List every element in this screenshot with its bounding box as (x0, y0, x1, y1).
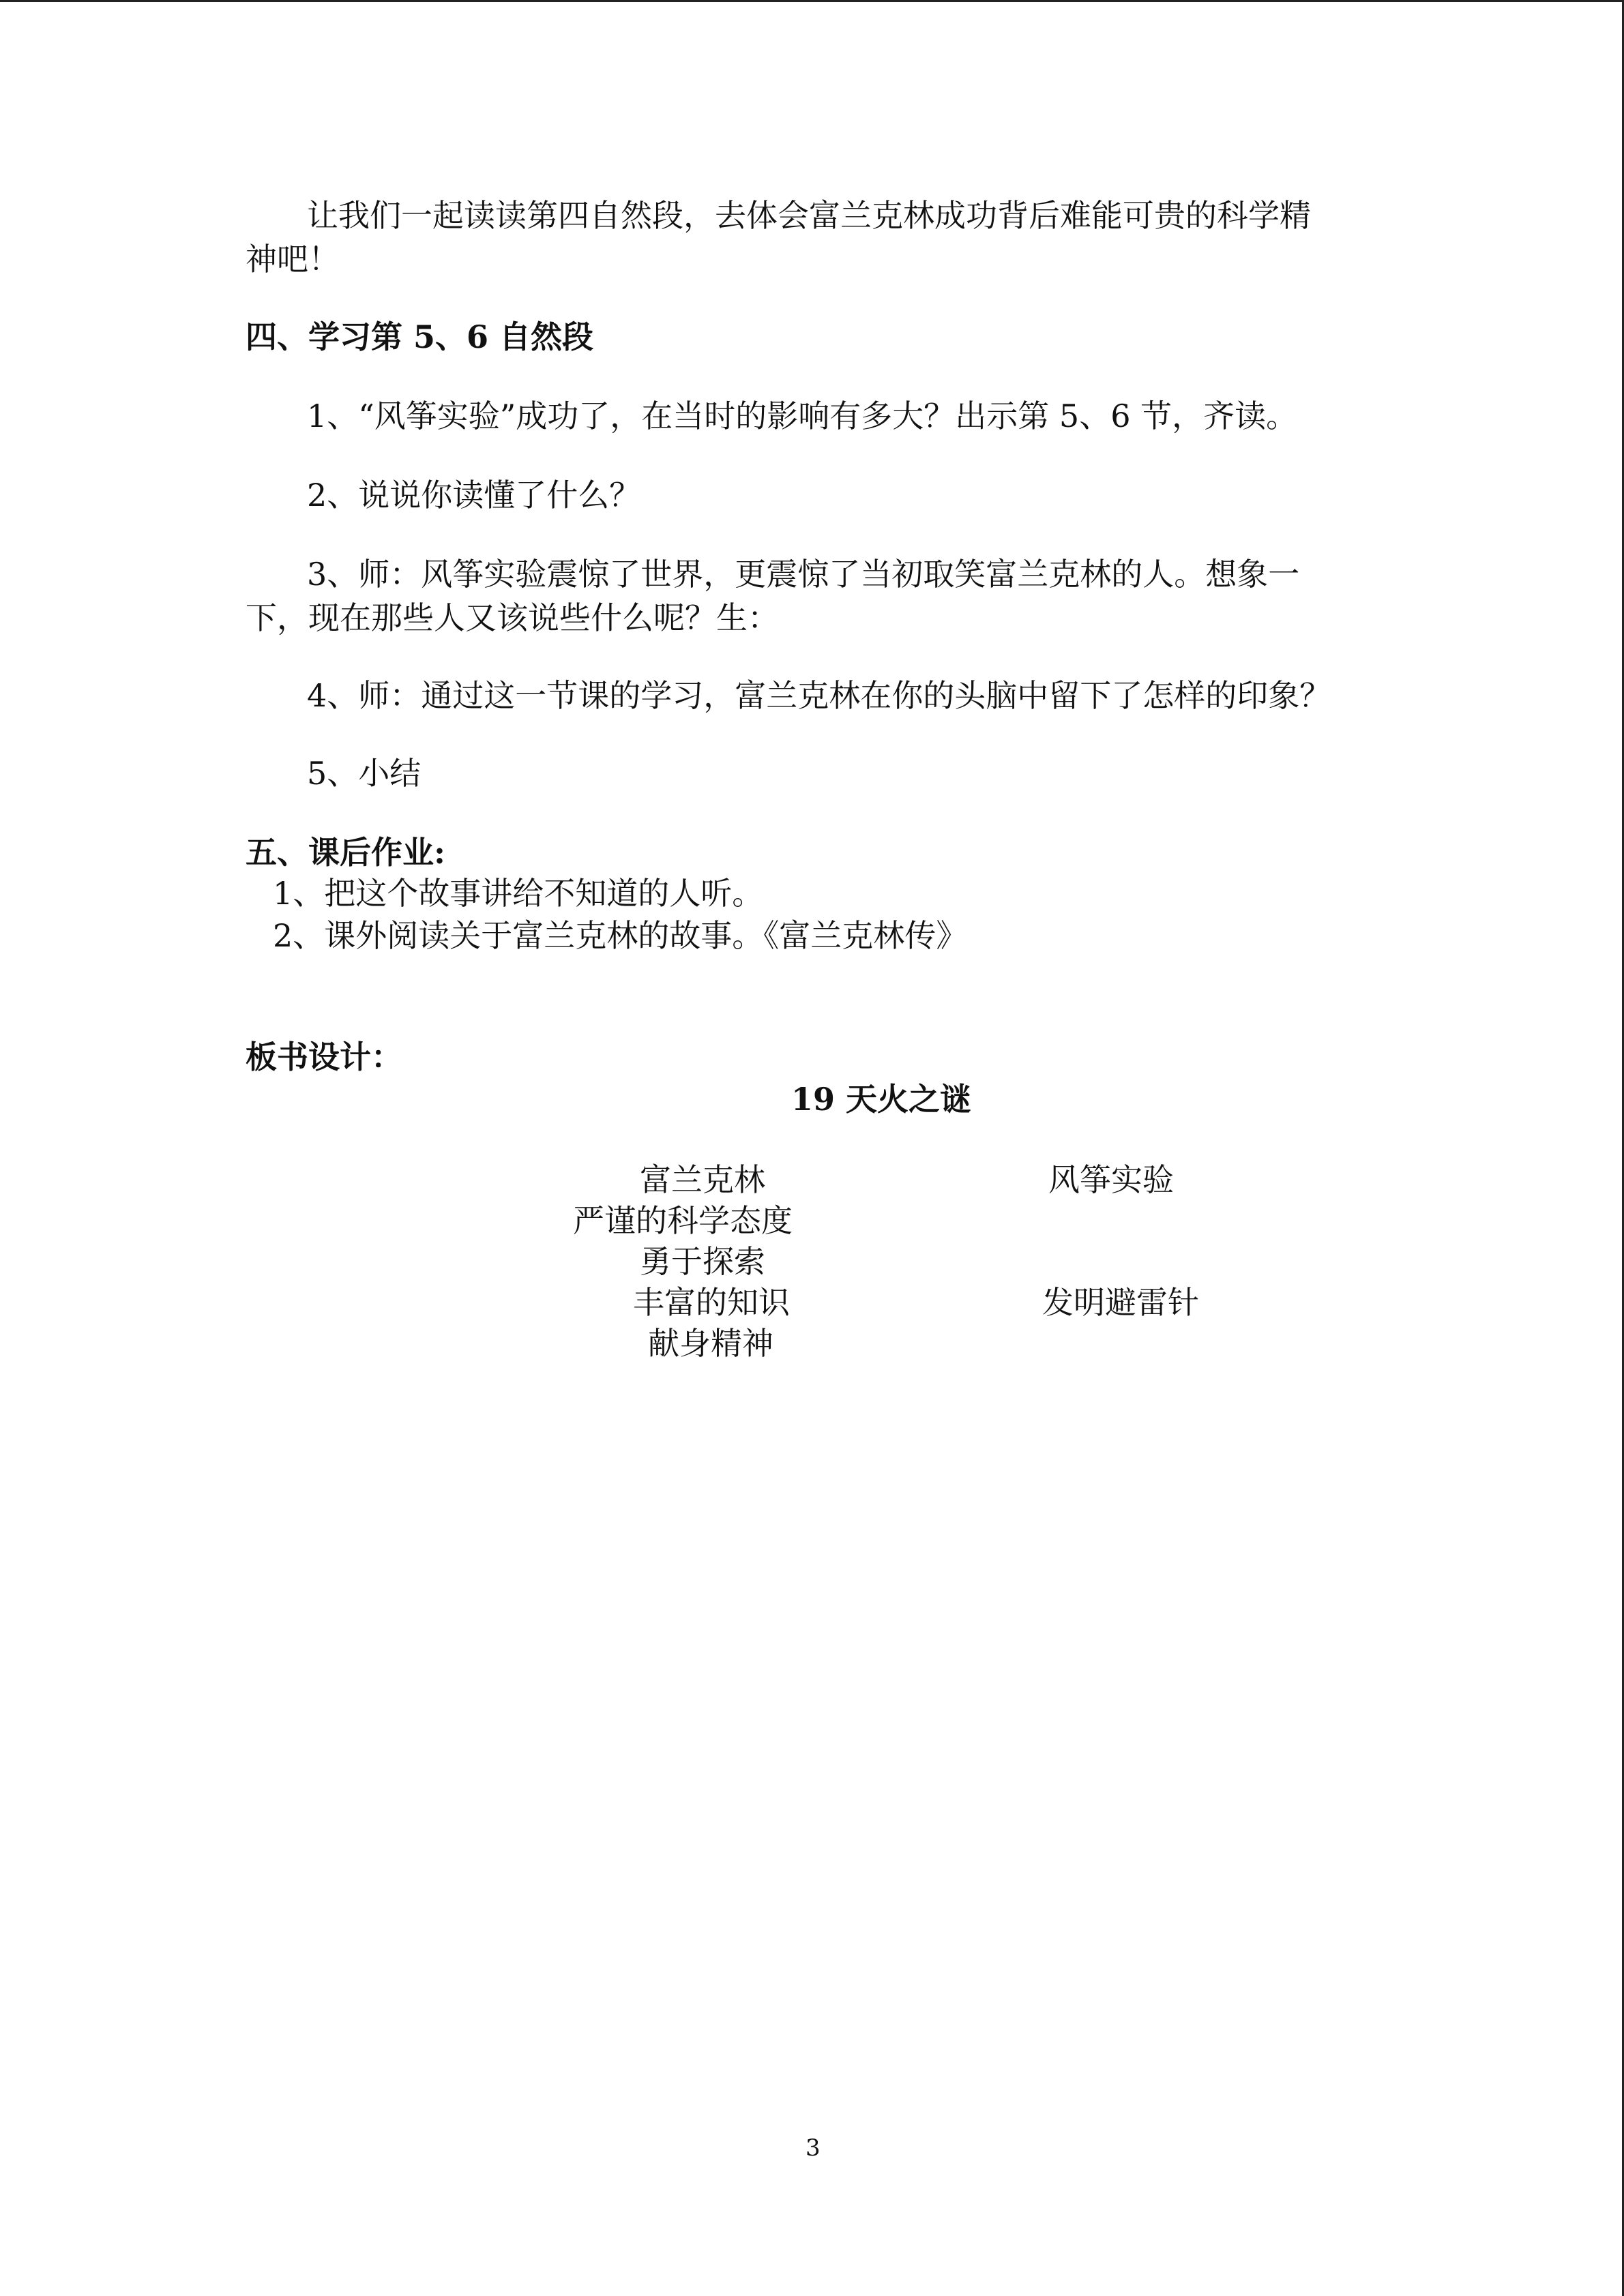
section-4-item-1: 1、“风筝实验”成功了，在当时的影响有多大？出示第 5、6 节，齐读。 (307, 398, 1298, 434)
intro-line-2: 神吧！ (246, 241, 340, 278)
intro-line-1: 让我们一起读读第四自然段，去体会富兰克林成功背后难能可贵的科学精 (307, 197, 1311, 234)
section-4-item-4: 4、师：通过这一节课的学习，富兰克林在你的头脑中留下了怎样的印象？ (307, 677, 1331, 714)
board-design-heading: 板书设计： (246, 1039, 402, 1075)
board-left-2: 严谨的科学态度 (573, 1202, 793, 1239)
section-5-heading: 五、课后作业: (246, 834, 445, 871)
section-4-heading: 四、学习第 5、6 自然段 (246, 318, 594, 355)
board-left-3: 勇于探索 (640, 1243, 765, 1280)
section-4-item-3-cont: 下，现在那些人又该说些什么呢？生： (246, 599, 779, 636)
board-title: 19 天火之谜 (791, 1081, 972, 1118)
board-left-1: 富兰克林 (640, 1161, 765, 1198)
section-4-item-5: 5、小结 (307, 755, 422, 792)
board-right-1: 风筝实验 (1048, 1161, 1174, 1198)
board-left-4: 丰富的知识 (633, 1284, 790, 1321)
board-right-2: 发明避雷针 (1042, 1284, 1199, 1321)
section-4-item-2: 2、说说你读懂了什么？ (307, 477, 641, 513)
section-5-item-2: 2、课外阅读关于富兰克林的故事。《富兰克林传》 (273, 917, 968, 954)
section-5-item-1: 1、把这个故事讲给不知道的人听。 (273, 875, 764, 912)
board-left-5: 献身精神 (648, 1325, 773, 1362)
page-top-border (0, 0, 1624, 2)
section-4-item-3: 3、师：风筝实验震惊了世界，更震惊了当初取笑富兰克林的人。想象一 (307, 556, 1300, 593)
page-number: 3 (806, 2134, 821, 2162)
